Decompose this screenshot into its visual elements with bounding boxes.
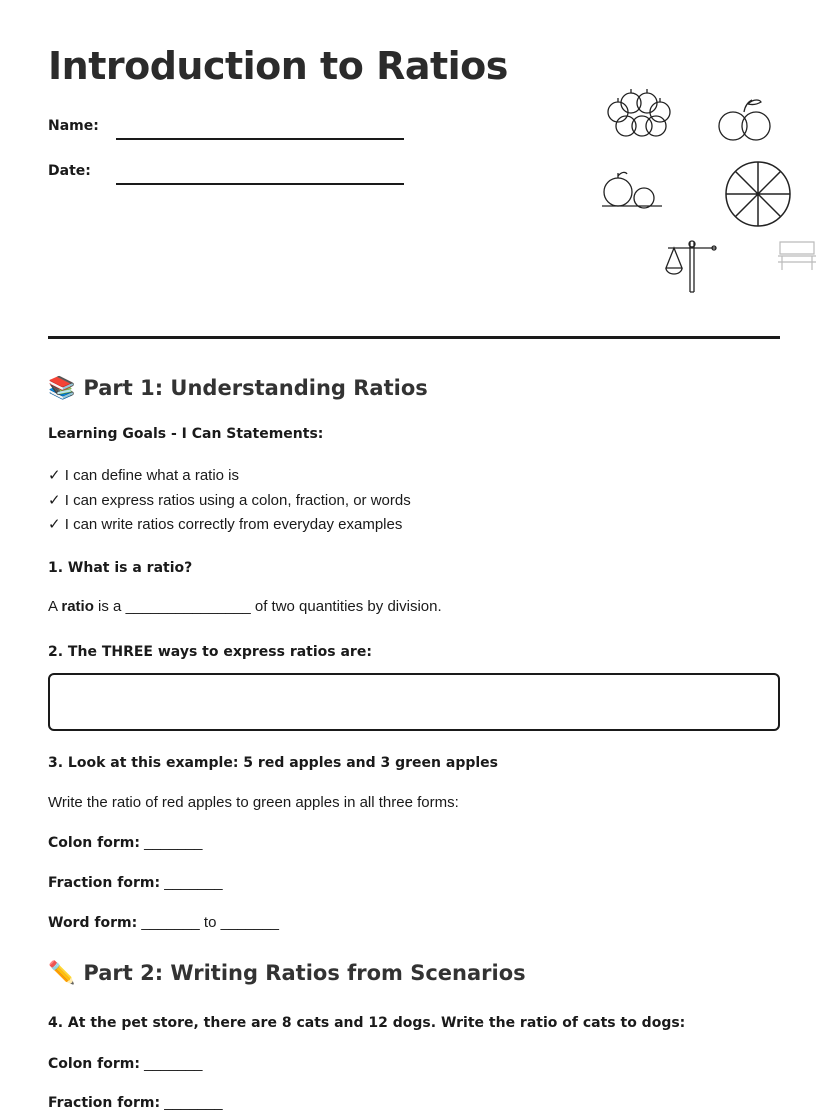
- q4-fraction-row: [48, 1094, 223, 1111]
- worksheet-title: Introduction to Ratios: [48, 44, 508, 88]
- fraction-form-blank[interactable]: _______: [164, 874, 223, 891]
- two-apples-icon: [714, 96, 778, 144]
- q3-colon-row: [48, 834, 203, 851]
- goal-item: ✓ I can express ratios using a colon, fraction, or words: [48, 491, 411, 509]
- q4-fraction-form-blank[interactable]: _______: [164, 1094, 223, 1111]
- word-form-blank-2[interactable]: _______: [220, 914, 280, 931]
- colon-form-blank[interactable]: _______: [144, 834, 203, 851]
- learning-goals-list: [48, 464, 411, 538]
- apple-and-orange-icon: [600, 168, 664, 210]
- part1-title: [48, 376, 428, 401]
- q4-colon-form-blank[interactable]: _______: [144, 1055, 203, 1072]
- bench-icon: [776, 238, 818, 274]
- part2-title-text: Part 2: Writing Ratios from Scenarios: [83, 961, 526, 985]
- q1-blank[interactable]: _______________: [125, 598, 251, 615]
- q1-statement: [48, 598, 442, 615]
- q4-heading: 4. At the pet store, there are 8 cats and 12 dogs. Write the ratio of cats to dogs:: [48, 1015, 686, 1031]
- q3-fraction-row: [48, 874, 223, 891]
- apples-group-icon: [600, 86, 676, 144]
- goal-item: ✓ I can define what a ratio is: [48, 467, 240, 484]
- q1-text-mid: is a: [93, 598, 126, 615]
- q3-word-row: [48, 914, 279, 931]
- name-field[interactable]: [116, 138, 404, 140]
- q1-heading: 1. What is a ratio?: [48, 560, 193, 576]
- word-form-blank-1[interactable]: _______: [141, 914, 200, 931]
- part1-title-text: Part 1: Understanding Ratios: [83, 376, 428, 400]
- pencil-icon: ✏️: [48, 961, 76, 986]
- word-form-label: Word form:: [48, 915, 138, 931]
- q3-instruction: Write the ratio of red apples to green apples in all three forms:: [48, 794, 459, 811]
- date-label: Date:: [48, 163, 91, 179]
- q2-heading: 2. The THREE ways to express ratios are:: [48, 644, 372, 660]
- books-icon: 📚: [48, 376, 76, 401]
- name-label: Name:: [48, 118, 99, 134]
- header-divider: [48, 336, 780, 339]
- colon-form-label: Colon form:: [48, 835, 140, 851]
- balance-scale-icon: [664, 238, 720, 294]
- q1-text-pre: A: [48, 598, 62, 615]
- goal-item: ✓ I can write ratios correctly from everyday examples: [48, 516, 403, 533]
- learning-goals-heading: Learning Goals - I Can Statements:: [48, 426, 324, 442]
- q3-heading: 3. Look at this example: 5 red apples and 3 green apples: [48, 755, 499, 771]
- date-field[interactable]: [116, 183, 404, 185]
- q4-colon-row: [48, 1055, 203, 1072]
- part2-title: [48, 961, 526, 986]
- q1-text-post: of two quantities by division.: [250, 598, 442, 615]
- pie-chart-icon: [724, 160, 792, 228]
- q4-fraction-form-label: Fraction form:: [48, 1095, 161, 1111]
- word-form-to: to: [199, 914, 221, 931]
- q4-colon-form-label: Colon form:: [48, 1056, 140, 1072]
- fraction-form-label: Fraction form:: [48, 875, 161, 891]
- q1-text-bold: ratio: [61, 598, 94, 615]
- illustration-group: [588, 86, 828, 306]
- q2-answer-box[interactable]: [48, 673, 780, 731]
